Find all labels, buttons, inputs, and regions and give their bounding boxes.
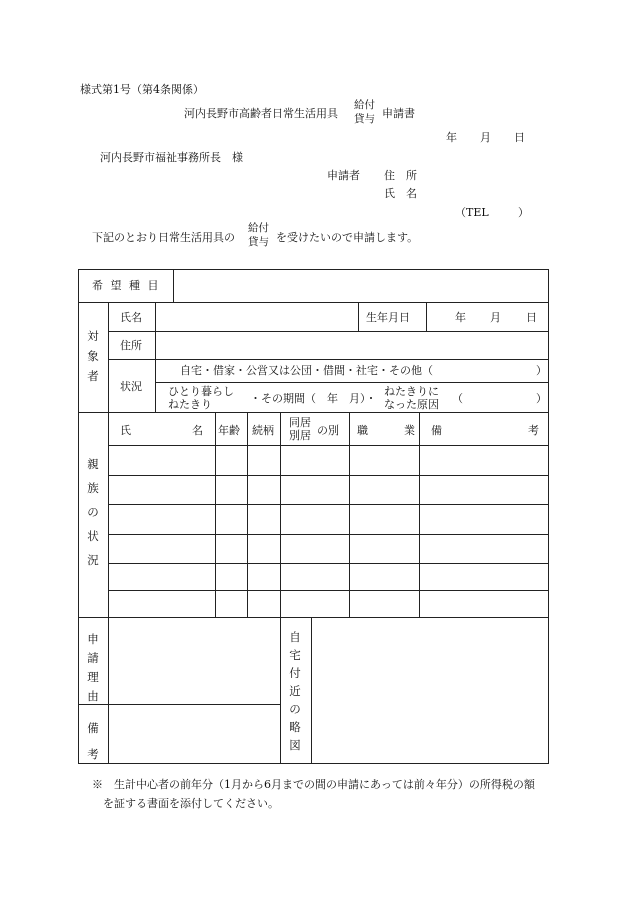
col-name-1: 氏 <box>120 424 131 437</box>
subject-label: 対象者 <box>87 329 99 383</box>
col-job-2: 業 <box>404 424 415 437</box>
tel-open: （TEL <box>455 206 489 219</box>
form-number: 様式第1号（第4条関係） <box>80 83 204 96</box>
body-option-bottom: 貸与 <box>248 236 269 248</box>
col-job-1: 職 <box>357 424 368 437</box>
col-cohabit-1: 同居 <box>289 416 311 429</box>
date-day: 日 <box>514 131 525 144</box>
title-option-top: 給付 <box>354 99 375 111</box>
situation-label: 状況 <box>120 380 142 393</box>
addressee: 河内長野市福祉事務所長 様 <box>100 151 243 164</box>
col-relation: 続柄 <box>252 424 274 437</box>
cause-open: （ <box>452 392 463 405</box>
subject-name-field[interactable] <box>157 304 357 330</box>
remarks-label: 備考 <box>87 721 99 761</box>
remarks-field[interactable] <box>110 706 279 762</box>
housing-options: 自宅・借家・公営又は公団・借間・社宅・その他（ <box>180 364 433 377</box>
reason-label: 申請理由 <box>87 632 99 703</box>
footnote-line-1: ※ 生計中心者の前年分（1月から6月までの間の申請にあっては前々年分）の所得税の額 <box>92 778 535 791</box>
living-alone: ひとり暮らし <box>168 385 234 398</box>
birthdate-label: 生年月日 <box>366 311 410 324</box>
birth-year: 年 <box>455 311 466 324</box>
family-rows[interactable] <box>109 446 548 616</box>
title-suffix: 申請書 <box>382 107 415 120</box>
date-month: 月 <box>480 131 491 144</box>
tel-close: ） <box>518 206 529 219</box>
birth-day: 日 <box>526 311 537 324</box>
map-label: 自宅付近の略図 <box>289 630 301 752</box>
reason-field[interactable] <box>110 619 279 703</box>
col-age: 年齢 <box>218 424 240 437</box>
cause-close: ） <box>536 392 547 405</box>
subject-address-label: 住所 <box>120 339 142 352</box>
col-note-2: 考 <box>528 424 539 437</box>
subject-name-label: 氏名 <box>120 311 142 324</box>
body-suffix: を受けたいので申請します。 <box>276 231 419 244</box>
bedridden-cause-2: なった原因 <box>384 398 439 411</box>
birth-month: 月 <box>490 311 501 324</box>
bedridden: ねたきり <box>168 398 212 411</box>
col-cohabit-2: 別居 <box>289 429 311 442</box>
map-field[interactable] <box>313 619 547 762</box>
applicant-label: 申請者 <box>327 169 360 182</box>
subject-address-field[interactable] <box>157 333 547 358</box>
period-text: ・その期間（ 年 月）・ <box>250 392 377 405</box>
col-note-1: 備 <box>431 424 442 437</box>
applicant-name-label: 氏 名 <box>384 187 417 200</box>
title-option-bottom: 貸与 <box>354 113 375 125</box>
desired-item-field[interactable] <box>175 271 547 301</box>
applicant-address-label: 住 所 <box>384 169 417 182</box>
body-prefix: 下記のとおり日常生活用具の <box>92 231 235 244</box>
col-cohabit-suffix: の別 <box>317 424 339 437</box>
desired-item-label: 希 望 種 目 <box>92 279 161 292</box>
footnote-line-2: を証する書面を添付してください。 <box>103 797 279 810</box>
family-label: 親族の状況 <box>87 457 99 567</box>
date-year: 年 <box>446 131 457 144</box>
title-prefix: 河内長野市高齢者日常生活用具 <box>184 107 338 120</box>
col-name-2: 名 <box>192 424 203 437</box>
housing-close: ） <box>536 364 547 377</box>
bedridden-cause-1: ねたきりに <box>384 385 439 398</box>
body-option-top: 給付 <box>248 222 269 234</box>
